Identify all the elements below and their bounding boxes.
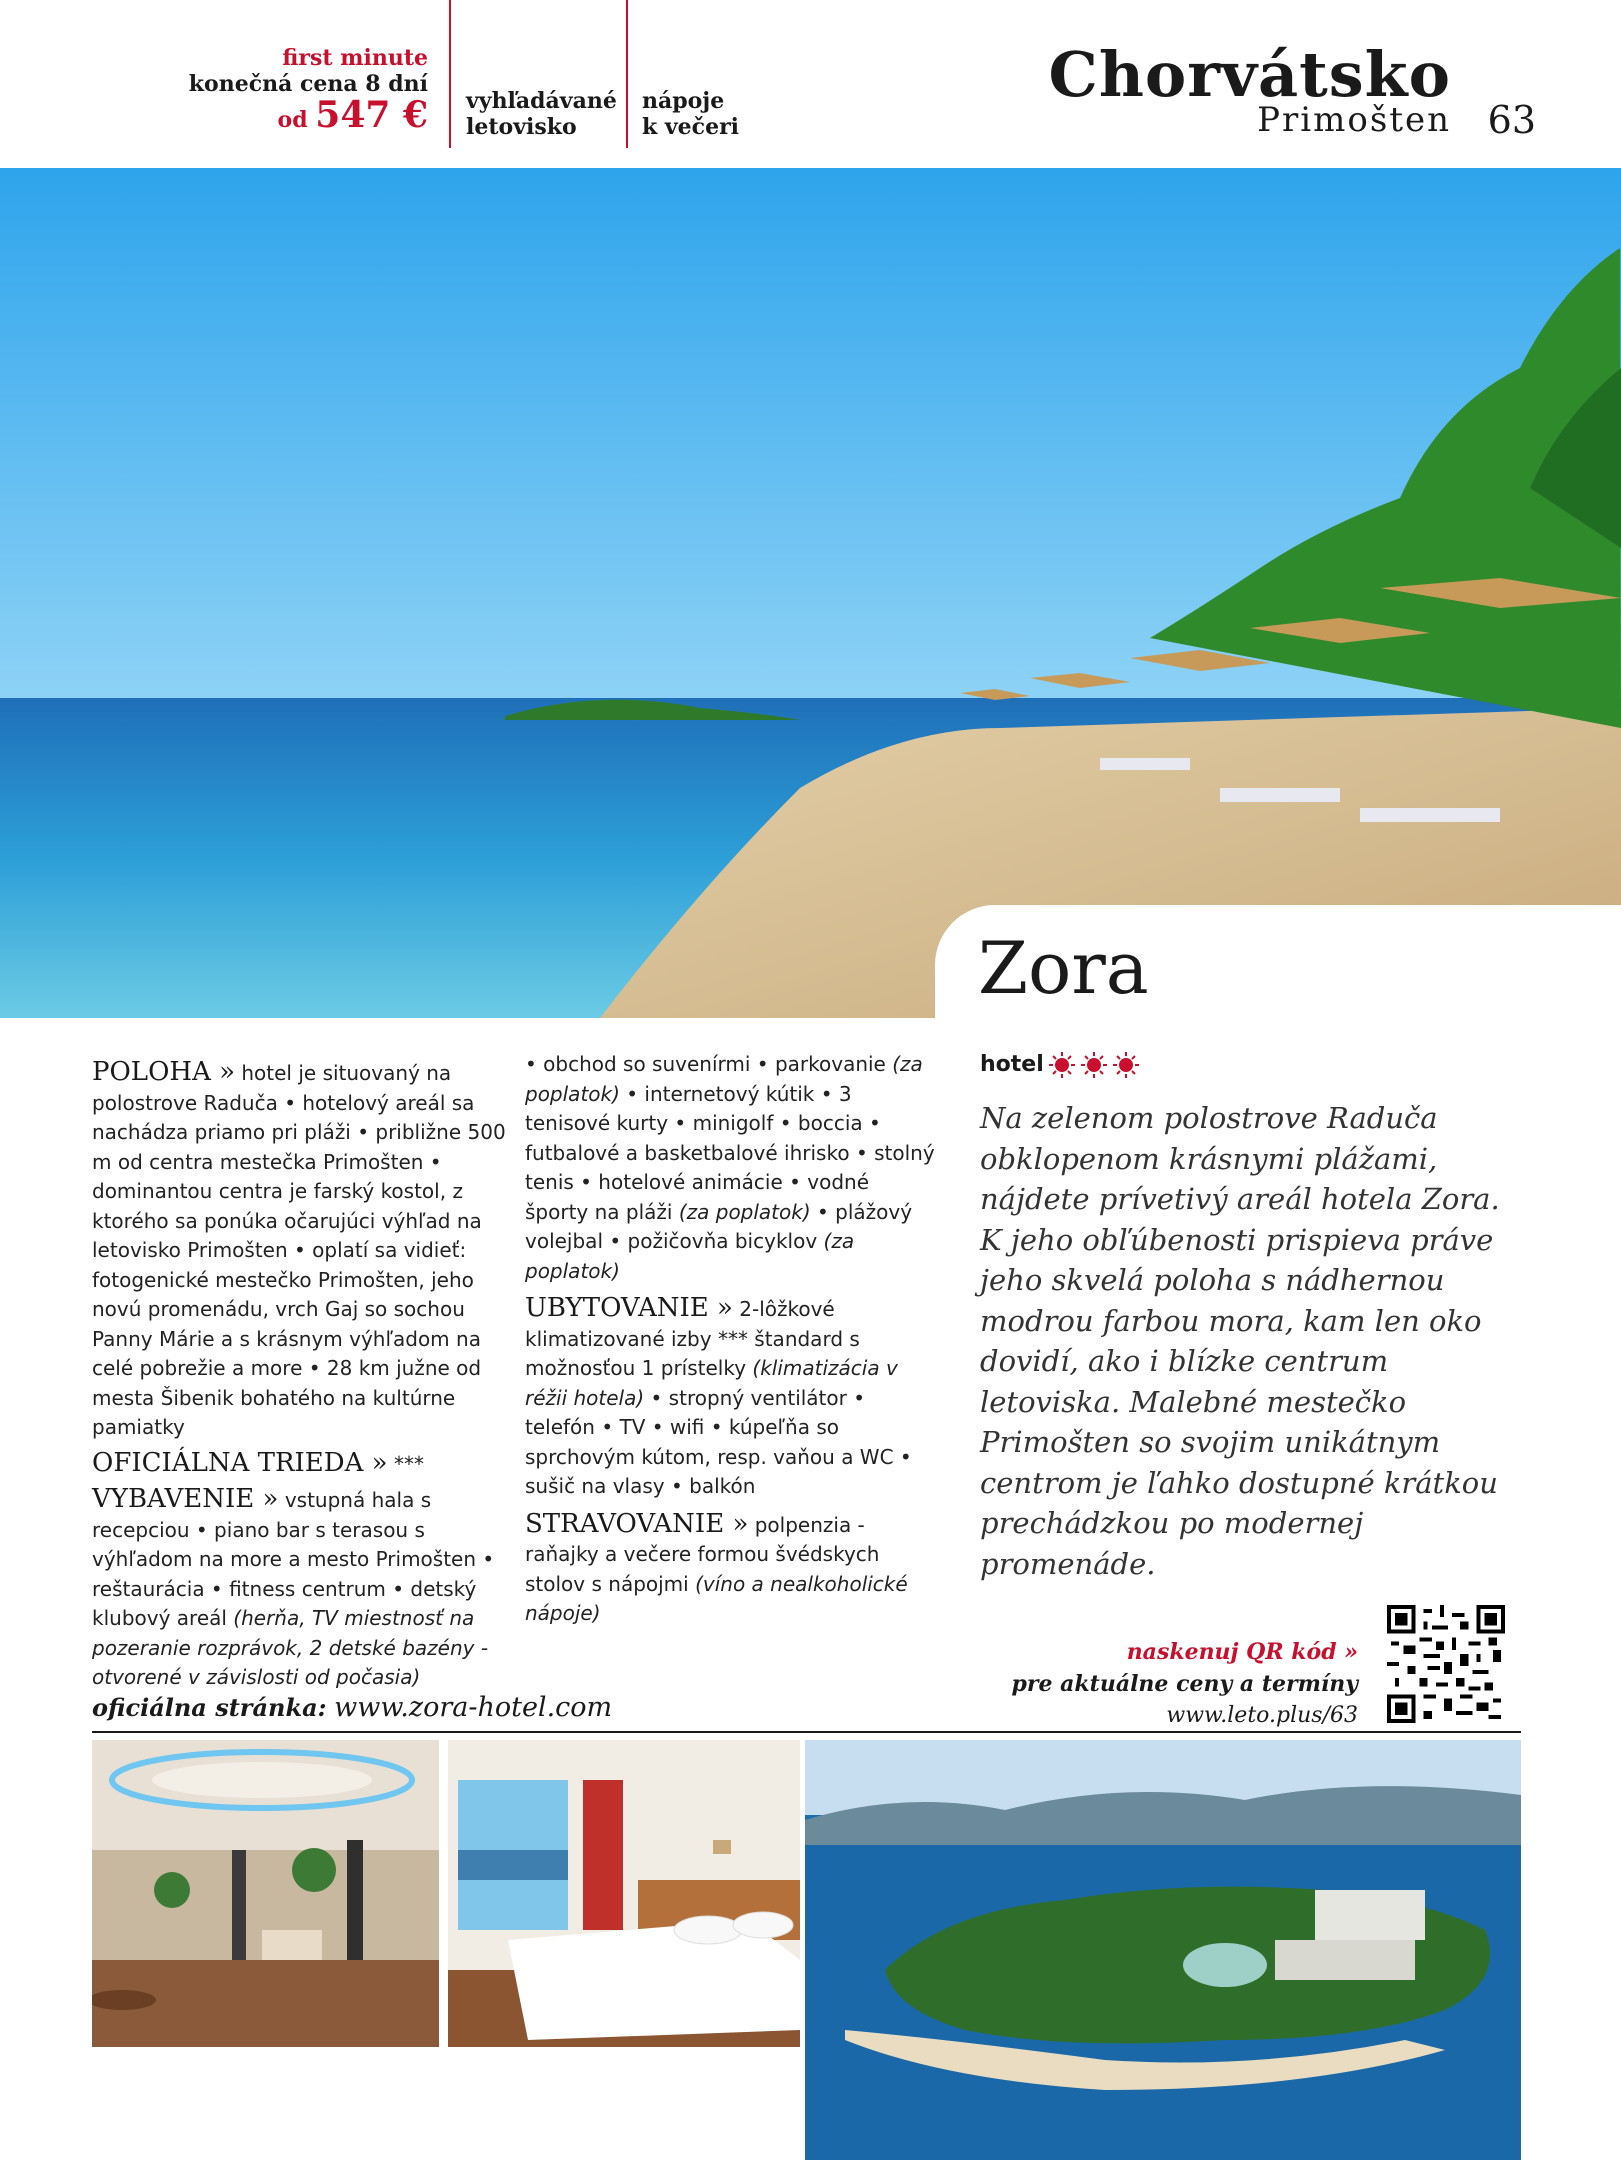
photo-lobby-bar [92, 1740, 439, 2047]
price-value: 547 € [315, 94, 428, 136]
column-left [92, 1058, 512, 1693]
photo-hotel-room [448, 1740, 800, 2047]
price [168, 94, 428, 138]
official-label: oficiálna stránka: [92, 1693, 327, 1722]
final-price-label: konečná cena 8 dní [188, 71, 428, 97]
tag1-line1: vyhľadávané [466, 88, 617, 114]
hero-beach-photo [0, 168, 1621, 1018]
section-title-poloha: POLOHA » [92, 1057, 236, 1087]
hotel-name: Zora [978, 926, 1149, 1010]
trieda-block [92, 1449, 512, 1480]
qr-cta-sub: pre aktuálne ceny a termíny [1011, 1671, 1358, 1697]
section-title-stravovanie: STRAVOVANIE » [525, 1508, 749, 1539]
city-title: Primošten [1257, 100, 1451, 140]
ubytovanie-note: (klimatizácia v réžii hotela) [525, 1356, 898, 1410]
ubytovanie-block [525, 1294, 935, 1502]
official-url[interactable]: www.zora-hotel.com [334, 1692, 613, 1723]
first-minute-label: first minute [282, 45, 428, 71]
stravovanie-text: polpenzia - raňajky a večere formou švédskych stolov s nápojmi [525, 1512, 880, 1596]
poloha-text: hotel je situovaný na polostrove Raduča • hotelový areál sa nachádza priamo pri pláži • približne 500 m od centra mestečka Primošten • dominantou centra je farský kostol, z ktorého sa ponúka očarujúci výhľad na letovisko Primošten • oplatí sa vidieť: fotogenické mestečko Primošten, jeho novú promenádu, vrch Gaj so sochou Panny Márie a s krásnym výhľadom na celé pobrežie a more • 28 km južne od mesta Šibenik bohatého na kultúrne pamiatky [92, 1061, 506, 1439]
qr-url[interactable]: www.leto.plus/63 [1166, 1703, 1358, 1728]
section-title-ubytovanie: UBYTOVANIE » [525, 1293, 733, 1323]
star-sun-icon [1049, 1052, 1075, 1078]
photo-aerial-peninsula [805, 1740, 1521, 2160]
vybavenie-cont-1: • obchod so suvenírmi • parkovanie [525, 1052, 886, 1076]
tag-drinks-dinner [642, 88, 739, 140]
hotel-type-label: hotel [980, 1052, 1044, 1077]
vybavenie-note: (herňa, TV miestnosť na pozeranie rozprávok, 2 detské bazény - otvorené v závislosti od počasia) [92, 1606, 489, 1689]
ubytovanie-text2: • stropný ventilátor • telefón • TV • wifi • kúpeľňa so sprchovým kútom, resp. vaňou a WC • sušič na vlasy • balkón [525, 1385, 912, 1498]
column-middle [525, 1050, 935, 1629]
vybavenie-text: vstupná hala s recepciou • piano bar s terasou s výhľadom na more a mesto Primošten • reštaurácia • fitness centrum • detský klubový areál [92, 1488, 495, 1630]
vybavenie-cont-note3: (za poplatok) [525, 1229, 855, 1283]
qr-cta-label: naskenuj QR kód » [1126, 1639, 1358, 1665]
vybavenie-cont-2: • internetový kútik • 3 tenisové kurty • minigolf • boccia • futbalové a basketbalové ihrisko • stolný tenis • hotelové animácie • vodné športy na pláži [525, 1081, 935, 1224]
vybavenie-cont-note1: (za poplatok) [525, 1052, 923, 1106]
stravovanie-block [525, 1510, 935, 1629]
country-title: Chorvátsko [1048, 38, 1451, 111]
tag2-line1: nápoje [642, 88, 725, 114]
section-title-trieda: OFICIÁLNA TRIEDA » [92, 1447, 388, 1478]
vybavenie-block [92, 1485, 512, 1693]
trieda-value: *** [393, 1451, 424, 1476]
tag2-line2: k večeri [642, 114, 740, 140]
vybavenie-cont-note2: (za poplatok) [678, 1199, 811, 1224]
stravovanie-note: (víno a nealkoholické nápoje) [525, 1571, 908, 1625]
official-website [92, 1692, 612, 1724]
tag1-line2: letovisko [466, 114, 577, 140]
footer-divider [92, 1731, 1521, 1733]
vybavenie-cont-3: • plážový volejbal • požičovňa bicyklov [525, 1199, 913, 1253]
hotel-stars [1048, 1050, 1144, 1084]
header-divider [626, 0, 628, 148]
ubytovanie-text1: 2-lôžkové klimatizované izby *** štandard s možnosťou 1 prístelky [525, 1297, 860, 1380]
price-from: od [277, 107, 308, 133]
header-divider [449, 0, 451, 148]
tag-popular-resort [466, 88, 617, 140]
poloha-block [92, 1058, 512, 1443]
hotel-intro: Na zelenom polostrove Raduča obklopenom krásnymi plážami, nájdete prívetivý areál hotela Zora. K jeho obľúbenosti prispieva práve jeho skvelá poloha s nádhernou modrou farbou mora, kam len oko dovidí, ako i blízke centrum letoviska. Malebné mestečko Primošten so svojim unikátnym centrom je ľahko dostupné krátkou prechádzkou po modernej promenáde. [980, 1101, 1500, 1581]
first-minute-block [168, 45, 428, 138]
vybavenie-continued [525, 1050, 935, 1286]
qr-code[interactable] [1387, 1605, 1505, 1723]
section-title-vybavenie: VYBAVENIE » [92, 1484, 279, 1514]
page-number: 63 [1487, 98, 1536, 142]
qr-cta [1012, 1636, 1358, 1732]
